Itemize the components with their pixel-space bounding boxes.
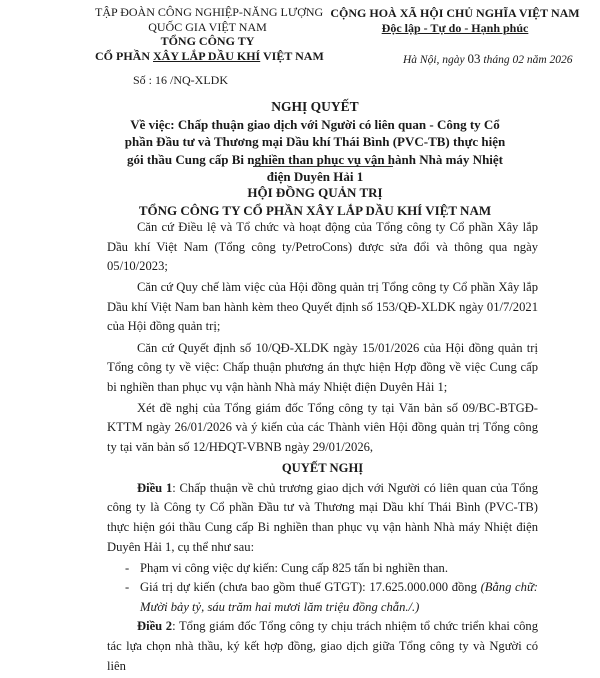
country-name: CỘNG HOÀ XÃ HỘI CHỦ NGHĨA VIỆT NAM xyxy=(330,6,580,20)
date-day: 03 xyxy=(467,51,481,66)
basis-paragraph: Căn cứ Quyết định số 10/QĐ-XLDK ngày 15/01/2026 của Hội đồng quản trị Tổng công ty về việc: Chấp thuận phương án thực hiện Hợp đồng về việc Cung cấp bi nghiền than phục vụ vận hành Nhà máy Nhiệt điện Duyên Hải 1; xyxy=(107,340,538,394)
issuer-block xyxy=(95,5,324,63)
resolution-heading: QUYẾT NGHỊ xyxy=(281,461,364,476)
basis-paragraph: Xét đề nghị của Tổng giám đốc Tổng công ty tại Văn bản số 09/BC-BTGĐ-KTTM ngày 26/01/2026 và ý kiến của các Thành viên Hội đồng quản trị Tổng công ty tại văn bản số 12/HĐQT-VBNB ngày 29/01/2026, xyxy=(107,400,538,455)
article-2-text: : Tổng giám đốc Tổng công ty chịu trách nhiệm tổ chức triển khai công tác lựa chọn nhà thầu, ký kết hợp đồng, giao dịch giữa Tổng công ty và Người có liên xyxy=(107,619,538,673)
company-line2 xyxy=(95,48,324,64)
subject-underline xyxy=(253,166,393,167)
basis-paragraph: Căn cứ Quy chế làm việc của Hội đồng quản trị Tổng công ty Cổ phần Xây lắp Dầu khí Việt Nam ban hành kèm theo Quyết định số 153/QĐ-XLDK ngày 01/7/2021 của Hội đồng quản trị; xyxy=(107,280,538,334)
board-heading xyxy=(90,184,540,220)
resolution-subject: Về việc: Chấp thuận giao dịch với Người có liên quan - Công ty Cổ phần Đầu tư và Thương mại Dầu khí Thái Bình (PVC-TB) thực hiện gói thầu Cung cấp Bi nghiền than phục vụ vận hành Nhà máy Nhiệt điện Duyên Hải 1 xyxy=(124,116,506,184)
resolution-title-block xyxy=(90,98,540,186)
document-type: NGHỊ QUYẾT xyxy=(271,99,359,114)
list-item: - Phạm vi công việc dự kiến: Cung cấp 825 tấn bi nghiền than. xyxy=(127,559,538,579)
value-in-words: (Bằng chữ: Mười bảy tỷ, sáu trăm hai mươi lăm triệu đồng chẵn./.) xyxy=(140,580,539,614)
parent-group-line2: QUỐC GIA VIỆT NAM xyxy=(148,19,267,34)
document-number: Số : 16 /NQ-XLDK xyxy=(133,73,228,87)
document-date xyxy=(403,51,573,67)
value-text: Giá trị dự kiến (chưa bao gồm thuế GTGT): 17.625.000.000 đồng xyxy=(140,580,481,595)
company-prefix: CỔ PHẦN xyxy=(95,48,153,63)
article-2-label: Điều 2 xyxy=(137,619,173,634)
document-body xyxy=(107,218,538,678)
date-suffix: tháng 02 năm 2026 xyxy=(480,54,573,66)
basis-paragraph: Căn cứ Điều lệ và Tổ chức và hoạt động của Tổng công ty Cổ phần Xây lắp Dầu khí Việt Nam (Tổng công ty/PetroCons) được sửa đổi và thông qua ngày 05/10/2023; xyxy=(107,220,538,274)
board-line1: HỘI ĐỒNG QUẢN TRỊ xyxy=(247,185,383,200)
article-2 xyxy=(107,617,538,676)
article-1 xyxy=(107,479,538,557)
board-line2: TỔNG CÔNG TY CỔ PHẦN XÂY LẮP DẦU KHÍ VIỆT NAM xyxy=(138,203,492,218)
list-item xyxy=(127,578,538,617)
company-line1: TỔNG CÔNG TY xyxy=(160,34,255,48)
motto: Độc lập - Tự do - Hạnh phúc xyxy=(381,20,529,35)
article-1-list xyxy=(107,559,538,618)
article-1-text: : Chấp thuận về chủ trương giao dịch với Người có liên quan của Tổng công ty là Công ty Cổ phần Đầu tư và Thương mại Dầu khí Thái Bình (PVC-TB) thực hiện gói thầu Cung cấp Bi nghiền than phục vụ vận hành Nhà máy Nhiệt điện Duyên Hải 1, cụ thể như sau: xyxy=(107,480,538,554)
national-heading xyxy=(330,6,580,35)
company-suffix: VIỆT NAM xyxy=(260,48,324,63)
article-1-label: Điều 1 xyxy=(137,480,173,495)
company-underlined: XÂY LẮP DẦU KHÍ xyxy=(153,48,261,63)
parent-group-line1: TẬP ĐOÀN CÔNG NGHIỆP-NĂNG LƯỢNG xyxy=(95,5,324,19)
date-prefix: Hà Nội, ngày xyxy=(403,54,468,66)
